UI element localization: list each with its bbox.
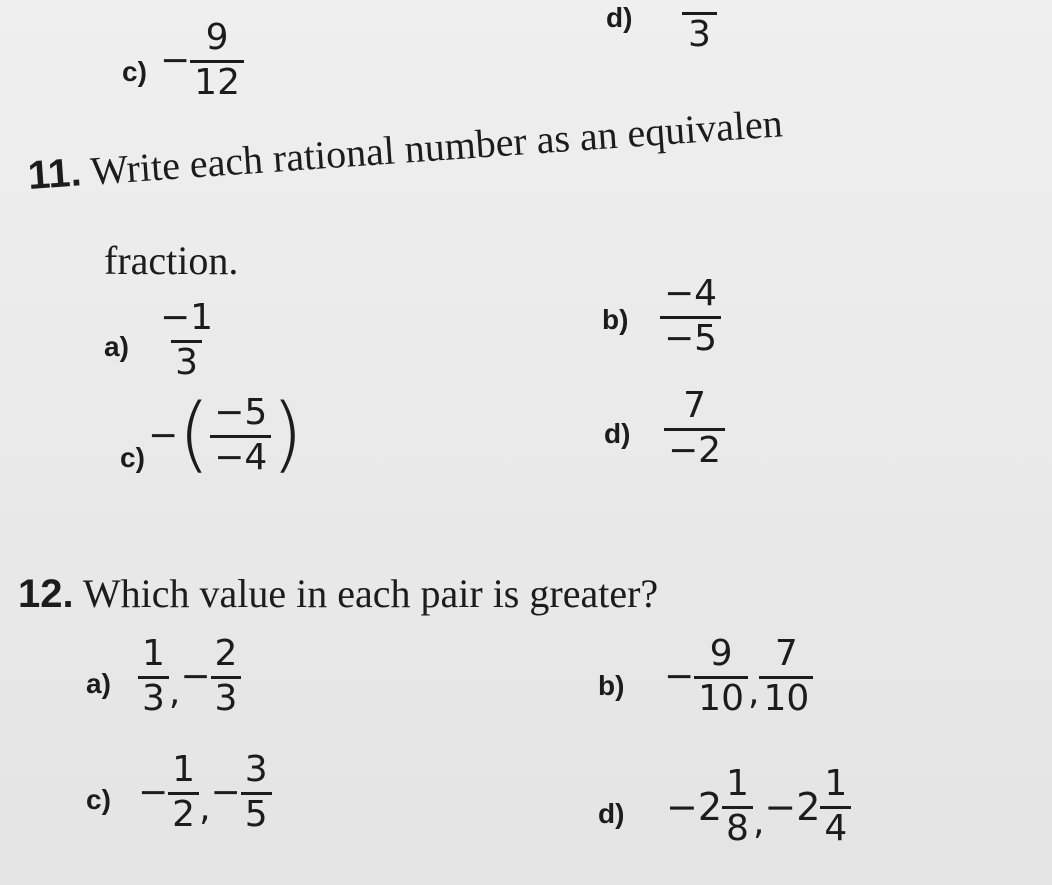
fraction xyxy=(664,385,725,471)
item-label-d-top: d) xyxy=(606,2,633,33)
question-text: Which value in each pair is greater? xyxy=(82,571,659,616)
expression-12d xyxy=(666,763,851,849)
item-label-12c: c) xyxy=(86,784,111,815)
numerator: 1 xyxy=(142,633,165,674)
expression-11c xyxy=(148,387,304,482)
fraction xyxy=(722,763,753,849)
question-11-heading xyxy=(26,97,784,202)
comma: , xyxy=(168,672,181,713)
expression-12b xyxy=(664,633,813,719)
numerator: 9 xyxy=(709,633,733,674)
denominator: 5 xyxy=(241,792,272,833)
minus-sign: − xyxy=(664,656,695,697)
denominator: −4 xyxy=(210,435,271,476)
fraction-11a xyxy=(156,297,217,383)
question-11-text-line2: fraction. xyxy=(104,238,239,283)
numerator: −1 xyxy=(160,297,214,338)
fraction xyxy=(241,749,272,835)
denominator: −2 xyxy=(664,428,725,469)
fraction-11d xyxy=(664,385,725,471)
item-label-11b: b) xyxy=(602,304,629,335)
item-label-11c: c) xyxy=(120,442,145,473)
minus-sign: − xyxy=(148,414,179,456)
denominator: 2 xyxy=(168,792,199,833)
denominator: −5 xyxy=(660,316,721,357)
denominator-d-top: 3 xyxy=(682,12,717,53)
question-number: 11. xyxy=(26,150,83,198)
question-number: 12. xyxy=(18,572,74,616)
numerator: 7 xyxy=(683,385,706,426)
close-parenthesis: ) xyxy=(271,387,304,482)
item-label-c-top: c) xyxy=(122,56,147,87)
comma: , xyxy=(747,672,760,713)
fraction xyxy=(210,391,271,478)
denominator: 8 xyxy=(722,806,753,847)
numerator: 1 xyxy=(726,763,749,804)
denominator: 10 xyxy=(694,676,748,717)
question-12-heading xyxy=(18,568,658,620)
minus-sign: − xyxy=(138,772,169,813)
item-label-11a: a) xyxy=(104,331,129,362)
expression-12c xyxy=(138,749,272,835)
open-parenthesis: ( xyxy=(178,387,211,482)
minus-sign: − xyxy=(160,40,191,81)
expression-12a xyxy=(138,633,241,719)
numerator: −5 xyxy=(214,391,268,433)
denominator: 12 xyxy=(190,60,244,101)
numerator: 1 xyxy=(172,749,196,790)
numerator: 3 xyxy=(244,749,268,790)
fraction xyxy=(211,633,242,719)
fraction xyxy=(190,17,244,103)
item-label-12b: b) xyxy=(598,670,625,701)
item-label-12a: a) xyxy=(86,668,111,699)
item-label-11d: d) xyxy=(604,418,631,449)
numerator: 1 xyxy=(824,763,848,804)
fraction xyxy=(168,749,199,835)
minus-sign: − xyxy=(210,772,241,813)
denominator: 3 xyxy=(138,676,169,717)
denominator: 4 xyxy=(820,806,851,847)
numerator: −4 xyxy=(664,273,718,314)
fraction-11b xyxy=(660,273,721,359)
fraction xyxy=(694,633,748,719)
fraction xyxy=(660,273,721,359)
denominator: 3 xyxy=(171,340,202,381)
numerator: 7 xyxy=(774,633,798,674)
denominator: 3 xyxy=(211,676,242,717)
numerator: 9 xyxy=(205,17,229,58)
fraction xyxy=(156,297,217,383)
comma: , xyxy=(752,802,765,843)
fraction xyxy=(820,763,851,849)
numerator: 2 xyxy=(214,633,238,674)
fraction xyxy=(759,633,813,719)
fraction xyxy=(138,633,169,719)
comma: , xyxy=(199,788,211,829)
question-text: Write each rational number as an equivalen xyxy=(88,100,785,194)
minus-sign: − xyxy=(180,656,211,697)
fraction-c-top xyxy=(160,17,244,103)
mixed-number-whole: −2 xyxy=(666,784,723,829)
denominator: 10 xyxy=(759,676,813,717)
mixed-number-whole: −2 xyxy=(764,784,821,829)
item-label-12d: d) xyxy=(598,798,625,829)
